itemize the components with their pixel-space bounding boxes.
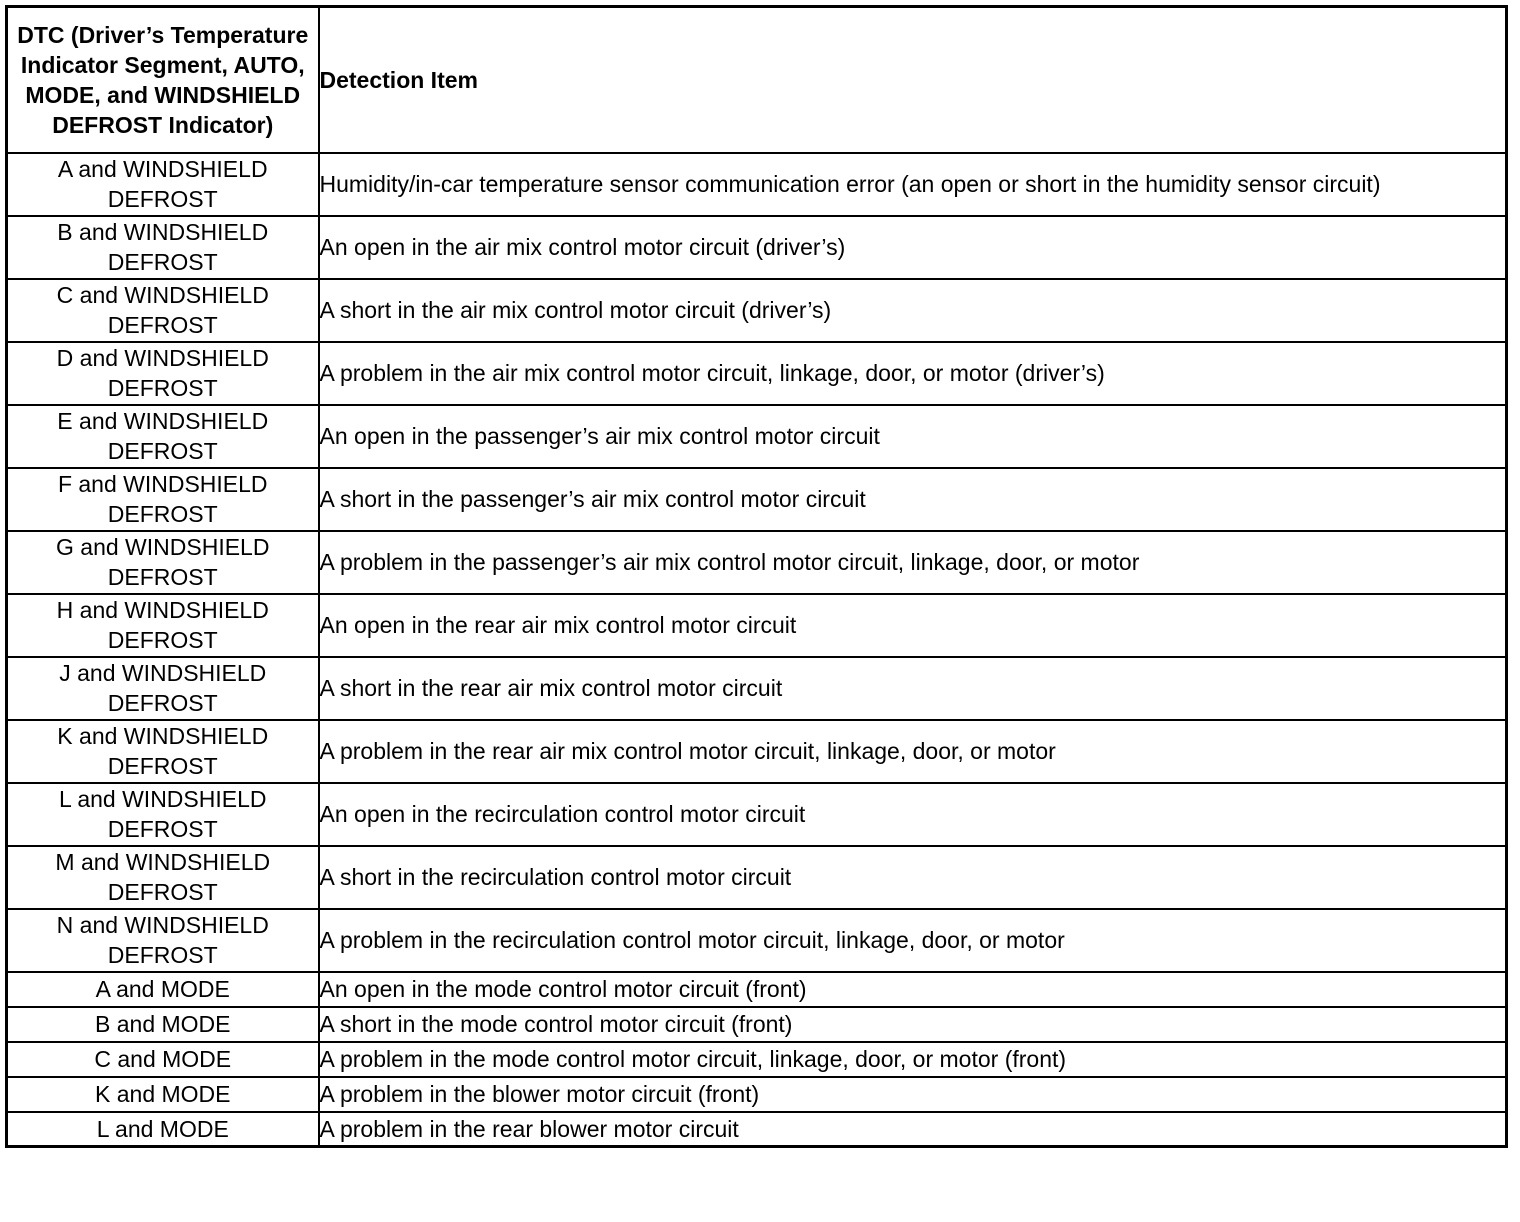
table-row [7,720,1507,783]
dtc-code-cell: F and WINDSHIELD DEFROST [7,468,319,531]
detection-item-cell: An open in the mode control motor circuit (front) [319,972,1507,1007]
dtc-code-cell: D and WINDSHIELD DEFROST [7,342,319,405]
table-row [7,1007,1507,1042]
table-row [7,972,1507,1007]
header-row [7,7,1507,153]
dtc-code-cell: B and MODE [7,1007,319,1042]
detection-item-cell: An open in the recirculation control motor circuit [319,783,1507,846]
detection-item-cell: A problem in the recirculation control motor circuit, linkage, door, or motor [319,909,1507,972]
detection-item-cell: A short in the rear air mix control motor circuit [319,657,1507,720]
table-row [7,405,1507,468]
table-row [7,216,1507,279]
detection-item-cell: An open in the rear air mix control motor circuit [319,594,1507,657]
header-dtc: DTC (Driver’s Temperature Indicator Segment, AUTO, MODE, and WINDSHIELD DEFROST Indicator) [7,7,319,153]
table-row [7,909,1507,972]
detection-item-cell: Humidity/in-car temperature sensor communication error (an open or short in the humidity sensor circuit) [319,153,1507,216]
detection-item-cell: An open in the air mix control motor circuit (driver’s) [319,216,1507,279]
table-row [7,1042,1507,1077]
dtc-code-cell: K and WINDSHIELD DEFROST [7,720,319,783]
table-row [7,657,1507,720]
dtc-code-cell: G and WINDSHIELD DEFROST [7,531,319,594]
dtc-code-cell: A and MODE [7,972,319,1007]
table-row [7,342,1507,405]
dtc-code-cell: C and MODE [7,1042,319,1077]
dtc-code-cell: C and WINDSHIELD DEFROST [7,279,319,342]
dtc-table [5,5,1508,1148]
table-row [7,1112,1507,1147]
detection-item-cell: A short in the recirculation control motor circuit [319,846,1507,909]
table-body [7,153,1507,1147]
table-row [7,153,1507,216]
table-row [7,531,1507,594]
table-row [7,783,1507,846]
detection-item-cell: A problem in the mode control motor circuit, linkage, door, or motor (front) [319,1042,1507,1077]
detection-item-cell: A problem in the rear blower motor circuit [319,1112,1507,1147]
detection-item-cell: A problem in the passenger’s air mix control motor circuit, linkage, door, or motor [319,531,1507,594]
detection-item-cell: A short in the mode control motor circuit (front) [319,1007,1507,1042]
dtc-code-cell: M and WINDSHIELD DEFROST [7,846,319,909]
dtc-code-cell: E and WINDSHIELD DEFROST [7,405,319,468]
table-row [7,846,1507,909]
detection-item-cell: A problem in the rear air mix control motor circuit, linkage, door, or motor [319,720,1507,783]
dtc-code-cell: J and WINDSHIELD DEFROST [7,657,319,720]
detection-item-cell: A problem in the air mix control motor circuit, linkage, door, or motor (driver’s) [319,342,1507,405]
table-row [7,594,1507,657]
dtc-code-cell: K and MODE [7,1077,319,1112]
dtc-code-cell: L and MODE [7,1112,319,1147]
dtc-code-cell: N and WINDSHIELD DEFROST [7,909,319,972]
detection-item-cell: A short in the air mix control motor circuit (driver’s) [319,279,1507,342]
dtc-code-cell: A and WINDSHIELD DEFROST [7,153,319,216]
detection-item-cell: An open in the passenger’s air mix control motor circuit [319,405,1507,468]
dtc-code-cell: H and WINDSHIELD DEFROST [7,594,319,657]
detection-item-cell: A problem in the blower motor circuit (front) [319,1077,1507,1112]
dtc-code-cell: B and WINDSHIELD DEFROST [7,216,319,279]
table-row [7,1077,1507,1112]
detection-item-cell: A short in the passenger’s air mix control motor circuit [319,468,1507,531]
table-row [7,468,1507,531]
table-row [7,279,1507,342]
header-detection-item: Detection Item [319,7,1507,153]
dtc-code-cell: L and WINDSHIELD DEFROST [7,783,319,846]
